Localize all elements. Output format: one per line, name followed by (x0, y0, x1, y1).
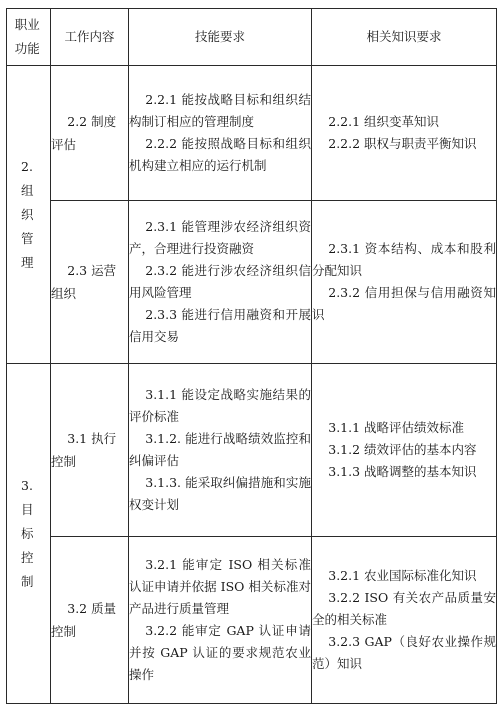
skill-item: 2.2.1 能按战略目标和组织结构制订相应的管理制度 (129, 92, 311, 129)
work-content-label: 2.2 制度评估 (51, 114, 117, 152)
header-knowledge: 相关知识要求 (312, 9, 497, 66)
competency-table (6, 8, 497, 704)
header-work-content: 工作内容 (51, 9, 129, 66)
knowledge-item: 3.1.3 战略调整的基本知识 (328, 464, 477, 479)
knowledge-item: 3.2.2 ISO 有关农产品质量安全的相关标准 (312, 590, 496, 627)
skill-item: 3.1.2. 能进行战略绩效监控和纠偏评估 (129, 431, 311, 468)
skills-cell (129, 201, 312, 364)
work-content-cell (51, 201, 129, 364)
skill-item: 2.3.2 能进行涉农经济组织信用风险管理 (129, 263, 311, 300)
skill-item: 2.3.3 能进行信用融资和开展信用交易 (129, 307, 311, 344)
knowledge-item: 2.3.2 信用担保与信用融资知识 (312, 285, 496, 322)
knowledge-item: 2.2.1 组织变革知识 (328, 114, 440, 129)
table-row (7, 364, 497, 537)
knowledge-item: 3.1.2 绩效评估的基本内容 (328, 442, 477, 457)
work-content-label: 2.3 运营组织 (51, 263, 117, 301)
header-row (7, 9, 497, 66)
knowledge-item: 3.1.1 战略评估绩效标准 (328, 420, 465, 435)
knowledge-item: 3.2.1 农业国际标准化知识 (328, 568, 477, 583)
table-row (7, 66, 497, 201)
work-content-cell (51, 66, 129, 201)
knowledge-cell (312, 364, 497, 537)
work-content-label: 3.1 执行控制 (51, 431, 117, 469)
skill-item: 2.3.1 能管理涉农经济组织资产，合理进行投资融资 (129, 219, 311, 256)
function-cell (7, 364, 51, 704)
skill-item: 2.2.2 能按照战略目标和组织机构建立相应的运行机制 (129, 136, 311, 173)
header-function: 职业功能 (7, 9, 51, 66)
knowledge-item: 3.2.3 GAP（良好农业操作规范）知识 (312, 634, 496, 671)
skills-cell (129, 66, 312, 201)
skills-cell (129, 364, 312, 537)
function-cell (7, 66, 51, 364)
work-content-label: 3.2 质量控制 (51, 601, 117, 639)
work-content-cell (51, 364, 129, 537)
knowledge-cell (312, 66, 497, 201)
skill-item: 3.2.2 能审定 GAP 认证申请并按 GAP 认证的要求规范农业操作 (129, 623, 311, 682)
function-label: 2. 组织管理 (21, 158, 34, 270)
work-content-cell (51, 537, 129, 704)
knowledge-cell (312, 537, 497, 704)
skills-cell (129, 537, 312, 704)
function-label: 3. 目标控制 (21, 477, 34, 589)
knowledge-item: 2.2.2 职权与职责平衡知识 (328, 136, 477, 151)
header-skills: 技能要求 (129, 9, 312, 66)
table-row (7, 537, 497, 704)
knowledge-item: 2.3.1 资本结构、成本和股利分配知识 (312, 241, 496, 278)
skill-item: 3.1.1 能设定战略实施结果的评价标准 (129, 387, 311, 424)
knowledge-cell (312, 201, 497, 364)
skill-item: 3.2.1 能审定 ISO 相关标准认证申请并依据 ISO 相关标准对产品进行质量管理 (129, 557, 311, 616)
skill-item: 3.1.3. 能采取纠偏措施和实施权变计划 (129, 475, 311, 512)
table-row (7, 201, 497, 364)
